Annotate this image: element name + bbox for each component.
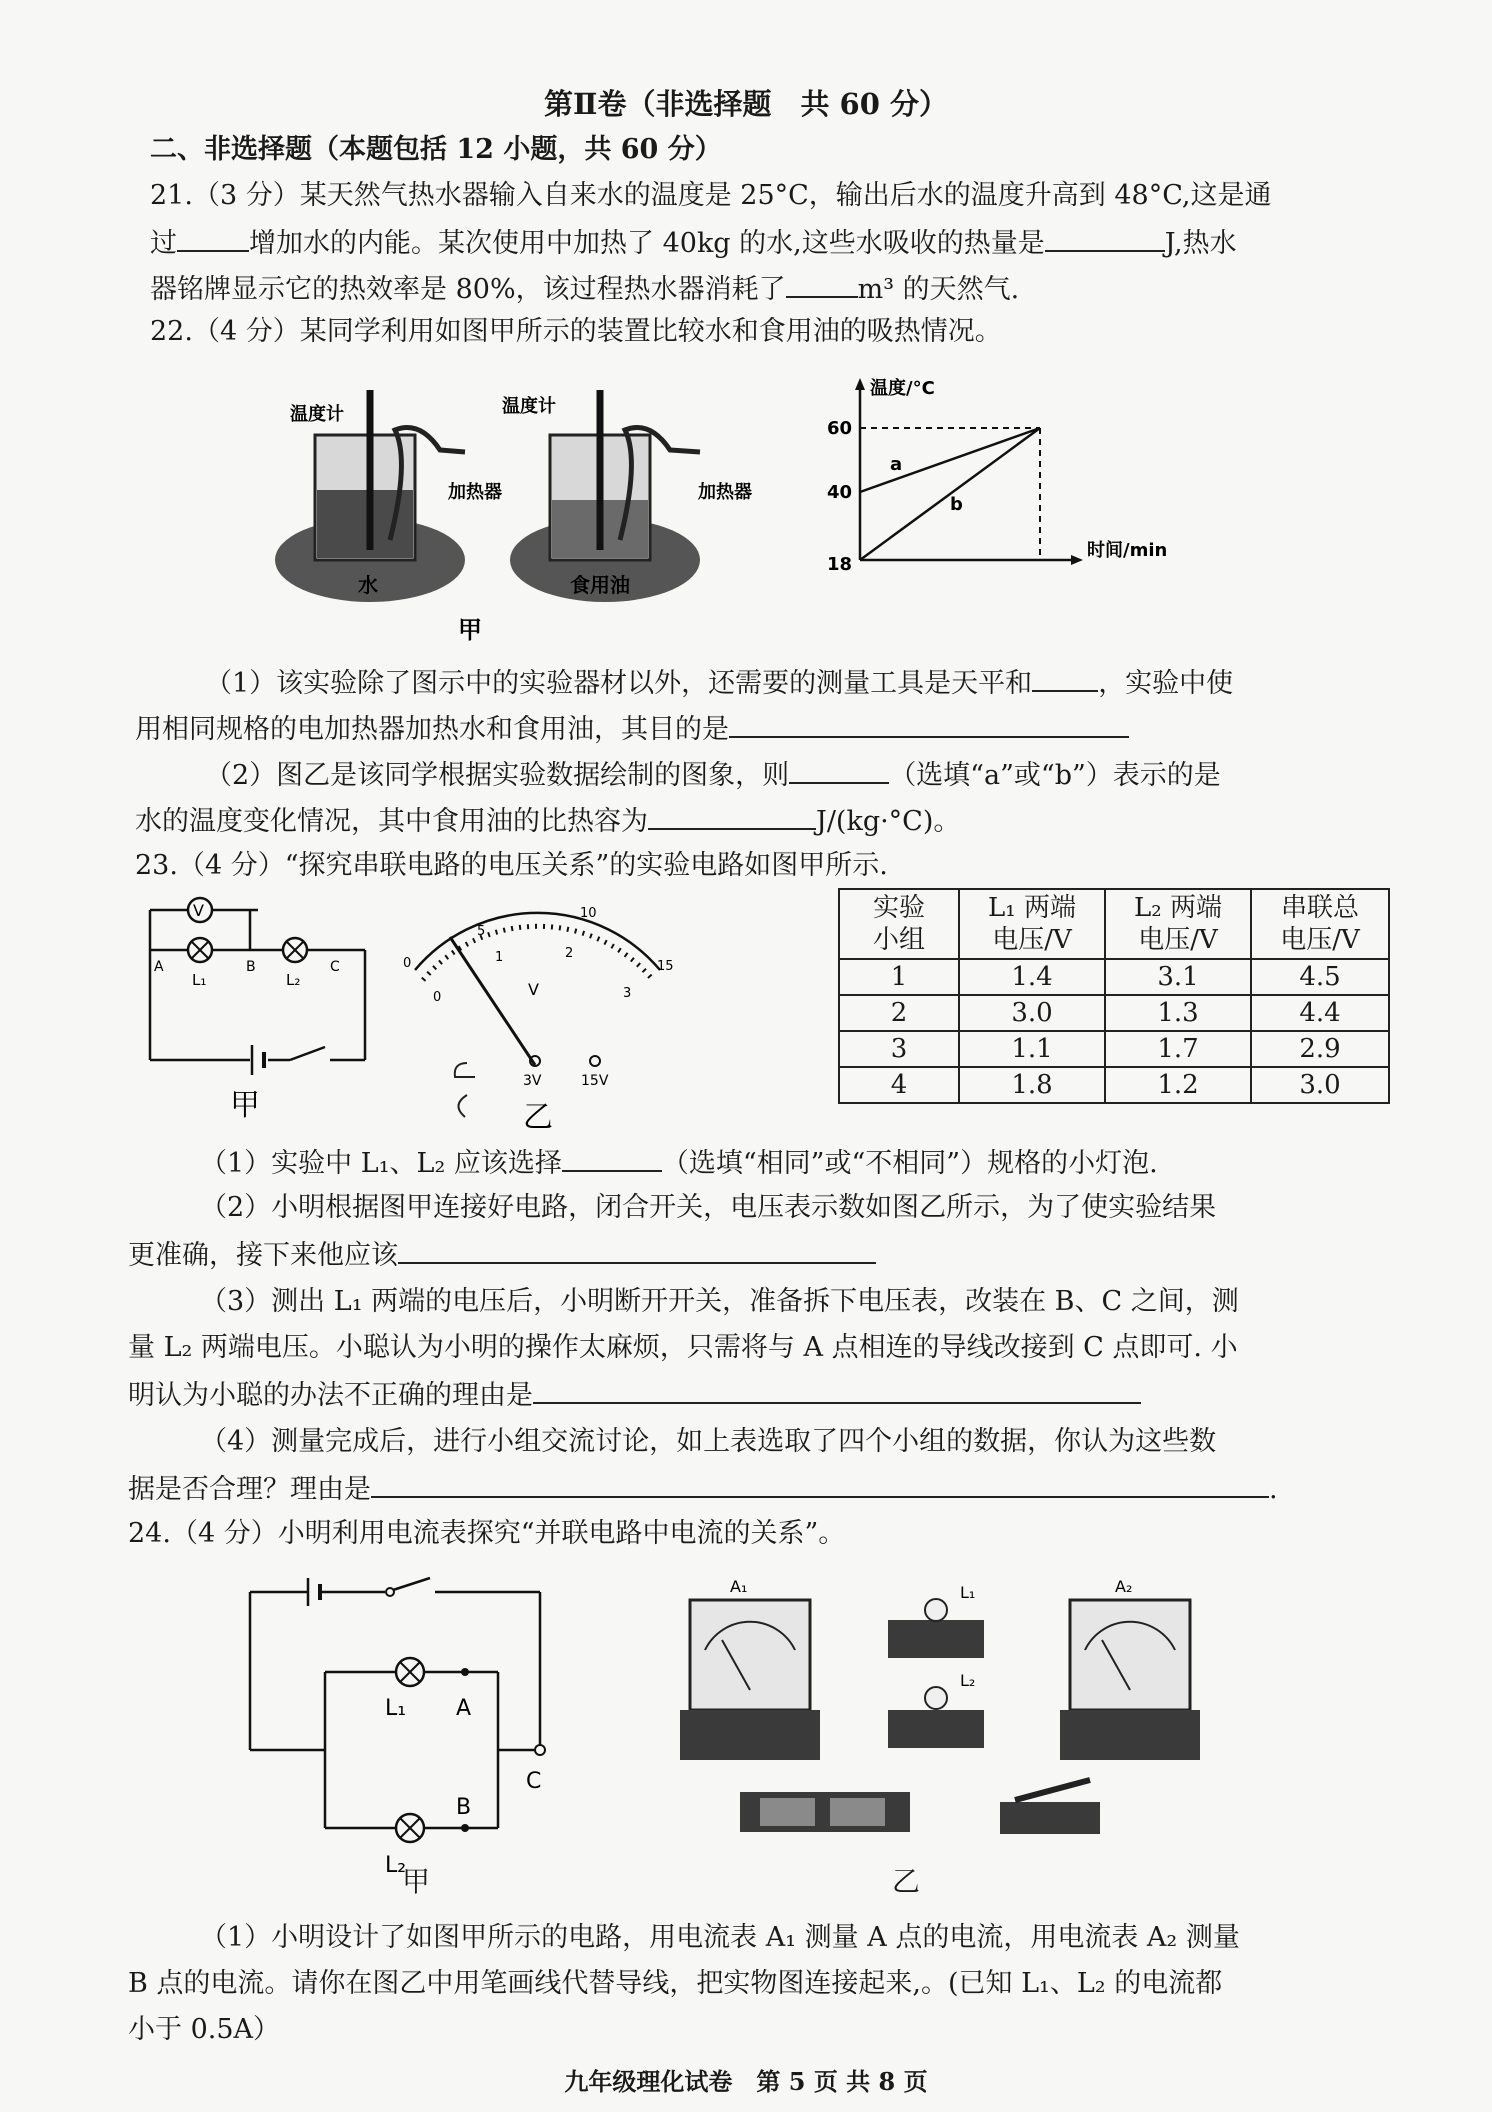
q22-text: （选填“a”或“b”）表示的是 bbox=[889, 760, 1221, 791]
q22-text: 用相同规格的电加热器加热水和食用油，其目的是 bbox=[135, 714, 729, 745]
answer-blank[interactable] bbox=[729, 706, 1129, 738]
answer-blank[interactable] bbox=[177, 220, 249, 252]
ammeter-a2 bbox=[1070, 1600, 1190, 1710]
q23-part4-line2 bbox=[128, 1466, 1278, 1512]
ammeter-base bbox=[680, 1710, 820, 1760]
table-cell: 3 bbox=[839, 1031, 959, 1067]
label-heater: 加热器 bbox=[698, 482, 752, 503]
bulb-l2-label: L₂ bbox=[960, 1671, 976, 1690]
answer-blank[interactable] bbox=[398, 1232, 876, 1264]
q23-text: 明认为小聪的办法不正确的理由是 bbox=[128, 1380, 533, 1411]
switch-blade bbox=[393, 1578, 430, 1590]
table-cell: 1.8 bbox=[959, 1067, 1105, 1103]
q24-parallel-circuit bbox=[240, 1570, 580, 1900]
table-cell: 2 bbox=[839, 995, 959, 1031]
q23-part3-line2: 量 L₂ 两端电压。小聪认为小明的操作太麻烦，只需将与 A 点相连的导线改接到 C 点即可. 小 bbox=[128, 1332, 1238, 1363]
node-c bbox=[535, 1745, 545, 1755]
tick-60: 60 bbox=[827, 418, 853, 439]
q23-series-circuit bbox=[140, 895, 380, 1125]
point-c-label: C bbox=[330, 959, 340, 975]
node-a bbox=[461, 1668, 469, 1676]
dial-tick-5: 5 bbox=[477, 924, 486, 939]
q23-text: 据是否合理？理由是 bbox=[128, 1474, 371, 1505]
point-b-label: B bbox=[456, 1795, 472, 1820]
hand-mark bbox=[455, 1063, 475, 1117]
label-thermometer: 温度计 bbox=[290, 404, 344, 425]
l1-label: L₁ bbox=[192, 971, 207, 989]
q22-text: J/(kg·°C)。 bbox=[816, 806, 961, 837]
terminal-15v-label: 15V bbox=[581, 1073, 609, 1089]
dial-tick-2: 2 bbox=[565, 946, 574, 961]
dial-unit: V bbox=[528, 980, 539, 999]
table-cell: 4 bbox=[839, 1067, 959, 1103]
q21-text: 器铭牌显示它的热效率是 80%，该过程热水器消耗了 bbox=[150, 274, 786, 305]
line-b-label: b bbox=[950, 494, 963, 515]
node-b bbox=[461, 1824, 469, 1832]
table-cell: 2.9 bbox=[1251, 1031, 1389, 1067]
q23-text: 更准确，接下来他应该 bbox=[128, 1240, 398, 1271]
q23-text: （1）实验中 L₁、L₂ 应该选择 bbox=[200, 1148, 562, 1179]
q21-line2 bbox=[150, 220, 1237, 266]
line-a bbox=[860, 428, 1040, 492]
table-header: L₂ 两端 电压/V bbox=[1105, 889, 1251, 959]
answer-blank[interactable] bbox=[533, 1372, 1141, 1404]
dial-tick-0-outer: 0 bbox=[403, 956, 412, 971]
label-heater: 加热器 bbox=[448, 482, 502, 503]
q23-stem: 23.（4 分）“探究串联电路的电压关系”的实验电路如图甲所示. bbox=[135, 850, 888, 881]
table-cell: 1.3 bbox=[1105, 995, 1251, 1031]
q23-voltmeter-dial bbox=[395, 895, 685, 1135]
line-a-label: a bbox=[890, 454, 903, 475]
q23-text: （选填“相同”或“不相同”）规格的小灯泡. bbox=[661, 1148, 1158, 1179]
dial-tick-10: 10 bbox=[580, 906, 597, 921]
bulb-holder-l1 bbox=[888, 1620, 984, 1658]
point-a-label: A bbox=[456, 1696, 472, 1721]
page-title: 第Ⅱ卷（非选择题 共 60 分） bbox=[544, 87, 948, 121]
table-cell: 1.2 bbox=[1105, 1067, 1251, 1103]
answer-blank[interactable] bbox=[562, 1140, 662, 1172]
q21-text: m³ 的天然气. bbox=[857, 274, 1020, 305]
answer-blank[interactable] bbox=[786, 266, 858, 298]
q22-part1-line1 bbox=[205, 660, 1233, 706]
ammeter-a1 bbox=[690, 1600, 810, 1710]
table-header: 串联总 电压/V bbox=[1251, 889, 1389, 959]
ammeter-a2-label: A₂ bbox=[1115, 1577, 1133, 1596]
l2-label: L₂ bbox=[286, 971, 301, 989]
q23-data-table bbox=[838, 888, 1390, 1104]
point-c-label: C bbox=[526, 1769, 542, 1794]
table-header: 实验 小组 bbox=[839, 889, 959, 959]
q23-part3-line1: （3）测出 L₁ 两端的电压后，小明断开开关，准备拆下电压表，改装在 B、C 之间，测 bbox=[200, 1286, 1239, 1317]
page-footer: 九年级理化试卷 第 5 页 共 8 页 bbox=[564, 2067, 928, 2096]
table-row bbox=[839, 1031, 1389, 1067]
table-header: L₁ 两端 电压/V bbox=[959, 889, 1105, 959]
answer-blank[interactable] bbox=[789, 752, 889, 784]
q22-part2-line2 bbox=[135, 798, 960, 844]
q21-line3 bbox=[150, 266, 1019, 312]
table-cell: 4.5 bbox=[1251, 959, 1389, 995]
table-cell: 4.4 bbox=[1251, 995, 1389, 1031]
table-cell: 3.0 bbox=[1251, 1067, 1389, 1103]
section-heading: 二、非选择题（本题包括 12 小题，共 60 分） bbox=[150, 134, 722, 165]
q23-part2-line2 bbox=[128, 1232, 876, 1278]
tick-40: 40 bbox=[827, 482, 853, 503]
label-oil: 食用油 bbox=[570, 573, 630, 597]
y-axis-arrow bbox=[855, 378, 865, 390]
battery-cell bbox=[830, 1798, 885, 1826]
terminal-15v bbox=[590, 1056, 600, 1066]
dial-tick-3: 3 bbox=[623, 986, 632, 1001]
label-thermometer: 温度计 bbox=[502, 396, 556, 417]
answer-blank[interactable] bbox=[1032, 660, 1098, 692]
q22-text: （1）该实验除了图示中的实验器材以外，还需要的测量工具是天平和 bbox=[205, 668, 1033, 699]
table-cell: 3.0 bbox=[959, 995, 1105, 1031]
tick-18: 18 bbox=[827, 554, 853, 575]
q24-part1-line1: （1）小明设计了如图甲所示的电路，用电流表 A₁ 测量 A 点的电流，用电流表 A₂ 测量 bbox=[200, 1922, 1240, 1953]
table-cell: 1 bbox=[839, 959, 959, 995]
q24-stem: 24.（4 分）小明利用电流表探究“并联电路中电流的关系”。 bbox=[128, 1518, 846, 1549]
table-cell: 1.7 bbox=[1105, 1031, 1251, 1067]
q21-line1: 21.（3 分）某天然气热水器输入自来水的温度是 25°C，输出后水的温度升高到 48°C,这是通 bbox=[150, 180, 1272, 211]
q23-part1 bbox=[200, 1140, 1158, 1186]
battery-cell bbox=[760, 1798, 815, 1826]
table-cell: 1.1 bbox=[959, 1031, 1105, 1067]
point-b-label: B bbox=[246, 959, 256, 975]
figure-caption-yi: 乙 bbox=[523, 1100, 553, 1135]
terminal-3v-label: 3V bbox=[523, 1073, 542, 1089]
q22-temperature-graph bbox=[815, 370, 1195, 580]
l1-label: L₁ bbox=[385, 1696, 407, 1721]
figure-caption-jia: 甲 bbox=[402, 1865, 431, 1898]
figure-caption-jia: 甲 bbox=[230, 1088, 260, 1123]
q22-text: 水的温度变化情况，其中食用油的比热容为 bbox=[135, 806, 648, 837]
ammeter-base bbox=[1060, 1710, 1200, 1760]
q22-part1-line2 bbox=[135, 706, 1129, 752]
dial-tick-1: 1 bbox=[495, 950, 504, 965]
x-axis-label: 时间/min bbox=[1087, 540, 1168, 561]
l2-label: L₂ bbox=[385, 1853, 407, 1878]
q23-part2-line1: （2）小明根据图甲连接好电路，闭合开关，电压表示数如图乙所示，为了使实验结果 bbox=[200, 1192, 1217, 1223]
q22-apparatus-figure bbox=[270, 380, 790, 650]
knife-switch-blade bbox=[1015, 1780, 1090, 1800]
table-row bbox=[839, 959, 1389, 995]
bulb-l1 bbox=[925, 1599, 947, 1621]
y-axis-label: 温度/°C bbox=[870, 378, 935, 399]
dial-tick-15: 15 bbox=[657, 959, 674, 974]
q24-part1-line3: 小于 0.5A） bbox=[128, 2014, 281, 2045]
q22-text: （2）图乙是该同学根据实验数据绘制的图象，则 bbox=[205, 760, 790, 791]
table-cell: 1.4 bbox=[959, 959, 1105, 995]
answer-blank[interactable] bbox=[1045, 220, 1165, 252]
bulb-l2 bbox=[925, 1687, 947, 1709]
q23-part3-line3 bbox=[128, 1372, 1141, 1418]
figure-caption-yi: 乙 bbox=[892, 1865, 921, 1898]
label-water: 水 bbox=[358, 573, 378, 597]
answer-blank[interactable] bbox=[371, 1466, 1269, 1498]
table-cell: 3.1 bbox=[1105, 959, 1251, 995]
answer-blank[interactable] bbox=[648, 798, 816, 830]
ammeter-a1-label: A₁ bbox=[730, 1577, 748, 1596]
q21-text: J,热水 bbox=[1164, 228, 1237, 259]
q24-equipment-photo bbox=[670, 1570, 1230, 1870]
table-row bbox=[839, 995, 1389, 1031]
q21-text: 过 bbox=[150, 228, 177, 259]
dial-needle bbox=[450, 937, 535, 1065]
q22-part2-line1 bbox=[205, 752, 1221, 798]
q24-part1-line2: B 点的电流。请你在图乙中用笔画线代替导线，把实物图连接起来,。(已知 L₁、L₂ 的电流都 bbox=[128, 1968, 1223, 1999]
q23-part4-line1: （4）测量完成后，进行小组交流讨论，如上表选取了四个小组的数据，你认为这些数 bbox=[200, 1426, 1217, 1457]
knife-switch-base bbox=[1000, 1802, 1100, 1834]
voltmeter-label: V bbox=[193, 901, 204, 920]
table-row bbox=[839, 1067, 1389, 1103]
q22-stem: 22.（4 分）某同学利用如图甲所示的装置比较水和食用油的吸热情况。 bbox=[150, 316, 1002, 347]
q21-text: 增加水的内能。某次使用中加热了 40kg 的水,这些水吸收的热量是 bbox=[249, 228, 1045, 259]
q22-text: ，实验中使 bbox=[1098, 668, 1234, 699]
figure-caption-jia: 甲 bbox=[458, 616, 482, 644]
dial-tick-0-inner: 0 bbox=[433, 990, 442, 1005]
x-axis-arrow bbox=[1071, 555, 1083, 565]
bulb-l1-label: L₁ bbox=[960, 1583, 976, 1602]
bulb-holder-l2 bbox=[888, 1710, 984, 1748]
point-a-label: A bbox=[154, 959, 164, 975]
q23-text: . bbox=[1269, 1474, 1278, 1505]
switch-blade bbox=[290, 1047, 325, 1060]
